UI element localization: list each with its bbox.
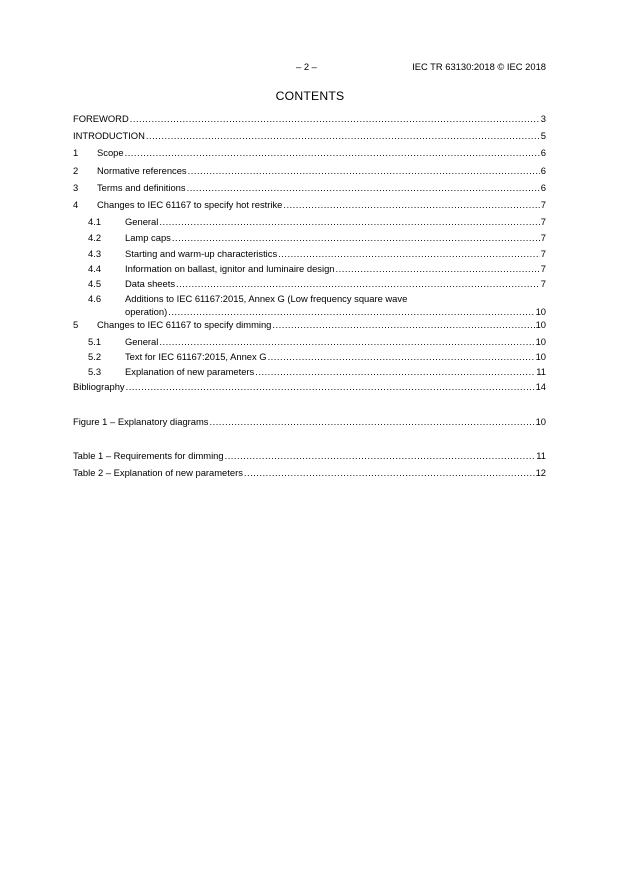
dot-leader: [187, 181, 540, 195]
figure-entry-label: Figure 1 – Explanatory diagrams: [73, 416, 209, 427]
toc-entry-label: General: [125, 336, 159, 347]
dot-leader: [168, 305, 534, 319]
dot-leader: [159, 335, 534, 349]
toc-entry-number: 4.2: [88, 232, 102, 243]
toc-entry-label: Text for IEC 61167:2015, Annex G: [125, 351, 267, 362]
toc-entry-label: Information on ballast, ignitor and luminaire design: [125, 263, 335, 274]
toc-entry-number: 4: [73, 199, 79, 210]
figure-entry-1[interactable]: [73, 415, 546, 429]
dot-leader: [188, 164, 540, 178]
toc-entry-page: 7: [540, 248, 546, 259]
toc-entry-normative-references[interactable]: [73, 164, 546, 178]
table-entry-2[interactable]: [73, 466, 546, 480]
toc-entry-label: Bibliography: [73, 381, 125, 392]
toc-entry-label: Changes to IEC 61167 to specify dimming: [97, 319, 272, 330]
toc-entry-4-2-lamp-caps[interactable]: [73, 231, 546, 245]
toc-entry-page: 10: [535, 319, 546, 330]
dot-leader: [159, 215, 539, 229]
toc-entry-number: 2: [73, 165, 79, 176]
toc-entry-label: Terms and definitions: [97, 182, 186, 193]
toc-entry-4-1-general[interactable]: [73, 215, 546, 229]
dot-leader: [244, 466, 535, 480]
toc-entry-page: 7: [540, 216, 546, 227]
toc-entry-number: 4.6: [88, 293, 102, 304]
toc-entry-number: 4.1: [88, 216, 102, 227]
dot-leader: [225, 449, 536, 463]
toc-entry-page: 10: [535, 336, 546, 347]
toc-entry-label: Data sheets: [125, 278, 176, 289]
dot-leader: [176, 277, 540, 291]
table-of-contents: [73, 0, 546, 877]
toc-entry-introduction[interactable]: [73, 129, 546, 143]
toc-entry-label-line1: Additions to IEC 61167:2015, Annex G (Low frequency square wave: [125, 293, 408, 304]
dot-leader: [209, 415, 534, 429]
toc-entry-foreword[interactable]: [73, 112, 546, 126]
dot-leader: [278, 247, 540, 261]
page-number: – 2 –: [296, 61, 317, 72]
toc-entry-5-3-parameters[interactable]: [73, 365, 546, 379]
toc-entry-number: 4.3: [88, 248, 102, 259]
table-entry-page: 11: [536, 450, 546, 461]
dot-leader: [172, 231, 540, 245]
toc-entry-page: 6: [540, 182, 546, 193]
toc-entry-number: 5.3: [88, 366, 102, 377]
toc-entry-page: 6: [540, 165, 546, 176]
toc-entry-label: Explanation of new parameters: [125, 366, 255, 377]
toc-entry-label: INTRODUCTION: [73, 130, 145, 141]
toc-entry-page: 3: [540, 113, 546, 124]
toc-entry-number: 4.4: [88, 263, 102, 274]
toc-entry-number: 5.1: [88, 336, 102, 347]
toc-entry-number: 5.2: [88, 351, 102, 362]
dot-leader: [255, 365, 535, 379]
toc-entry-page: 10: [535, 306, 546, 317]
toc-entry-label: FOREWORD: [73, 113, 129, 124]
toc-entry-4-3-starting[interactable]: [73, 247, 546, 261]
toc-entry-scope[interactable]: [73, 146, 546, 160]
toc-entry-label: Starting and warm-up characteristics: [125, 248, 278, 259]
toc-entry-page: 7: [540, 232, 546, 243]
contents-title: CONTENTS: [275, 89, 345, 103]
toc-entry-bibliography[interactable]: [73, 380, 546, 394]
table-entry-1[interactable]: [73, 449, 546, 463]
toc-entry-5-1-general[interactable]: [73, 335, 546, 349]
dot-leader: [283, 198, 539, 212]
toc-entry-page: 14: [535, 381, 546, 392]
dot-leader: [130, 112, 540, 126]
figure-entry-page: 10: [535, 416, 546, 427]
toc-entry-number: 3: [73, 182, 79, 193]
toc-entry-label: Scope: [97, 147, 124, 158]
toc-entry-page: 6: [540, 147, 546, 158]
dot-leader: [268, 350, 535, 364]
toc-entry-4-4-ballast-info[interactable]: [73, 262, 546, 276]
dot-leader: [125, 146, 540, 160]
toc-entry-terms-and-definitions[interactable]: [73, 181, 546, 195]
dot-leader: [272, 318, 534, 332]
toc-entry-label: Lamp caps: [125, 232, 171, 243]
toc-entry-dimming[interactable]: [73, 318, 546, 332]
dot-leader: [146, 129, 540, 143]
toc-entry-number: 4.5: [88, 278, 102, 289]
document-id: IEC TR 63130:2018 © IEC 2018: [412, 61, 546, 72]
toc-entry-label: Changes to IEC 61167 to specify hot restrike: [97, 199, 283, 210]
toc-entry-label: General: [125, 216, 159, 227]
table-entry-label: Table 1 – Requirements for dimming: [73, 450, 224, 461]
table-entry-label: Table 2 – Explanation of new parameters: [73, 467, 243, 478]
toc-entry-number: 1: [73, 147, 79, 158]
toc-entry-page: 5: [540, 130, 546, 141]
toc-entry-label: operation): [125, 306, 168, 317]
toc-entry-number: 5: [73, 319, 79, 330]
dot-leader: [336, 262, 540, 276]
toc-entry-5-2-annex-g[interactable]: [73, 350, 546, 364]
toc-entry-4-6-additions[interactable]: [73, 292, 546, 320]
toc-entry-page: 7: [540, 278, 546, 289]
toc-entry-page: 11: [536, 366, 546, 377]
toc-entry-hot-restrike[interactable]: [73, 198, 546, 212]
dot-leader: [126, 380, 535, 394]
toc-entry-page: 7: [540, 199, 546, 210]
table-entry-page: 12: [535, 467, 546, 478]
toc-entry-label: Normative references: [97, 165, 187, 176]
toc-entry-page: 10: [535, 351, 546, 362]
toc-entry-page: 7: [540, 263, 546, 274]
toc-entry-4-5-data-sheets[interactable]: [73, 277, 546, 291]
